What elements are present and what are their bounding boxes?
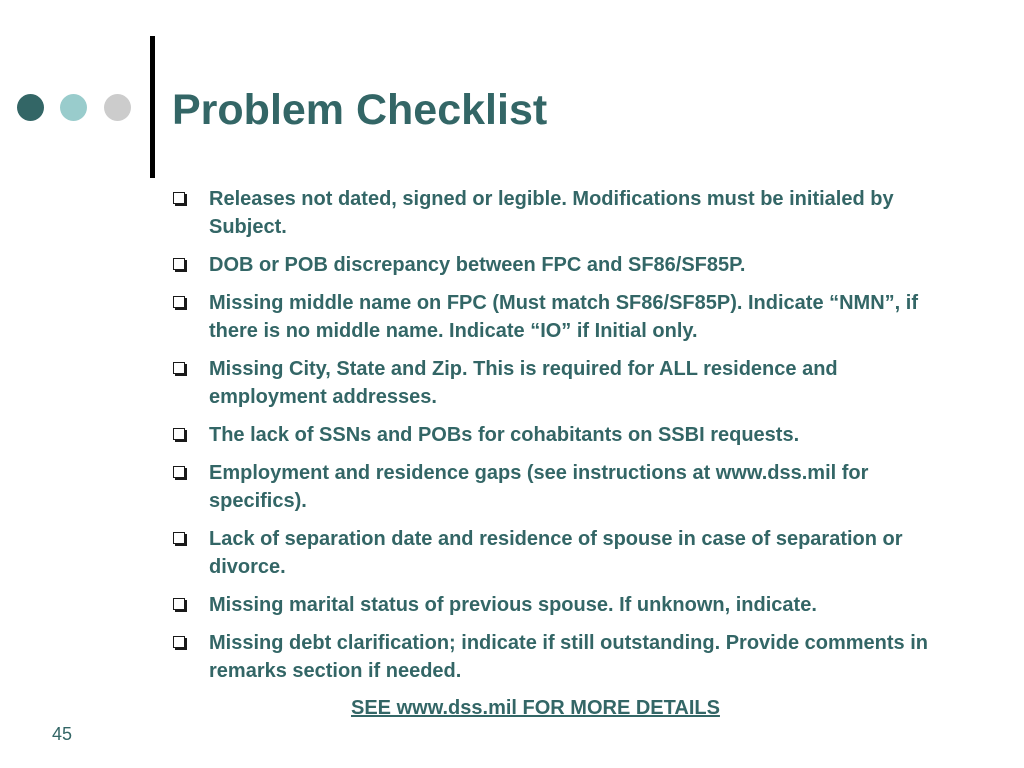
checklist-item — [172, 421, 942, 449]
checkbox-bullet-icon — [173, 598, 185, 610]
decorative-dot-dark-icon — [17, 94, 44, 121]
slide-title: Problem Checklist — [172, 86, 548, 134]
checklist-item — [172, 289, 942, 345]
checklist-item-text: Employment and residence gaps (see instructions at www.dss.mil for specifics). — [209, 462, 869, 512]
decorative-dot-light-icon — [60, 94, 87, 121]
checklist-item-text: Missing middle name on FPC (Must match SF86/SF85P). Indicate “NMN”, if there is no middle name. Indicate “IO” if Initial only. — [209, 292, 918, 342]
checklist-item — [172, 185, 942, 241]
checklist-item — [172, 355, 942, 411]
checklist-item-text: Lack of separation date and residence of spouse in case of separation or divorce. — [209, 528, 903, 578]
checklist-item-text: DOB or POB discrepancy between FPC and SF86/SF85P. — [209, 254, 746, 276]
checkbox-bullet-icon — [173, 362, 185, 374]
checkbox-bullet-icon — [173, 428, 185, 440]
checkbox-bullet-icon — [173, 466, 185, 478]
checkbox-bullet-icon — [173, 296, 185, 308]
checklist-item — [172, 459, 942, 515]
checklist-item — [172, 525, 942, 581]
checkbox-bullet-icon — [173, 636, 185, 648]
title-divider — [150, 36, 155, 178]
checkbox-bullet-icon — [173, 192, 185, 204]
checklist-item — [172, 251, 942, 279]
checklist — [172, 185, 942, 695]
checklist-item-text: Missing debt clarification; indicate if still outstanding. Provide comments in remarks section if needed. — [209, 632, 928, 682]
page-number: 45 — [52, 724, 73, 744]
checklist-item-text: The lack of SSNs and POBs for cohabitants on SSBI requests. — [209, 424, 800, 446]
decorative-dot-gray-icon — [104, 94, 131, 121]
checklist-item — [172, 629, 942, 685]
checklist-item — [172, 591, 942, 619]
more-details-link[interactable]: SEE www.dss.mil FOR MORE DETAILS — [351, 697, 720, 719]
checklist-item-text: Missing marital status of previous spouse. If unknown, indicate. — [209, 594, 817, 616]
checklist-item-text: Releases not dated, signed or legible. Modifications must be initialed by Subject. — [209, 188, 894, 238]
checkbox-bullet-icon — [173, 258, 185, 270]
checklist-item-text: Missing City, State and Zip. This is required for ALL residence and employment addresses. — [209, 358, 838, 408]
checkbox-bullet-icon — [173, 532, 185, 544]
